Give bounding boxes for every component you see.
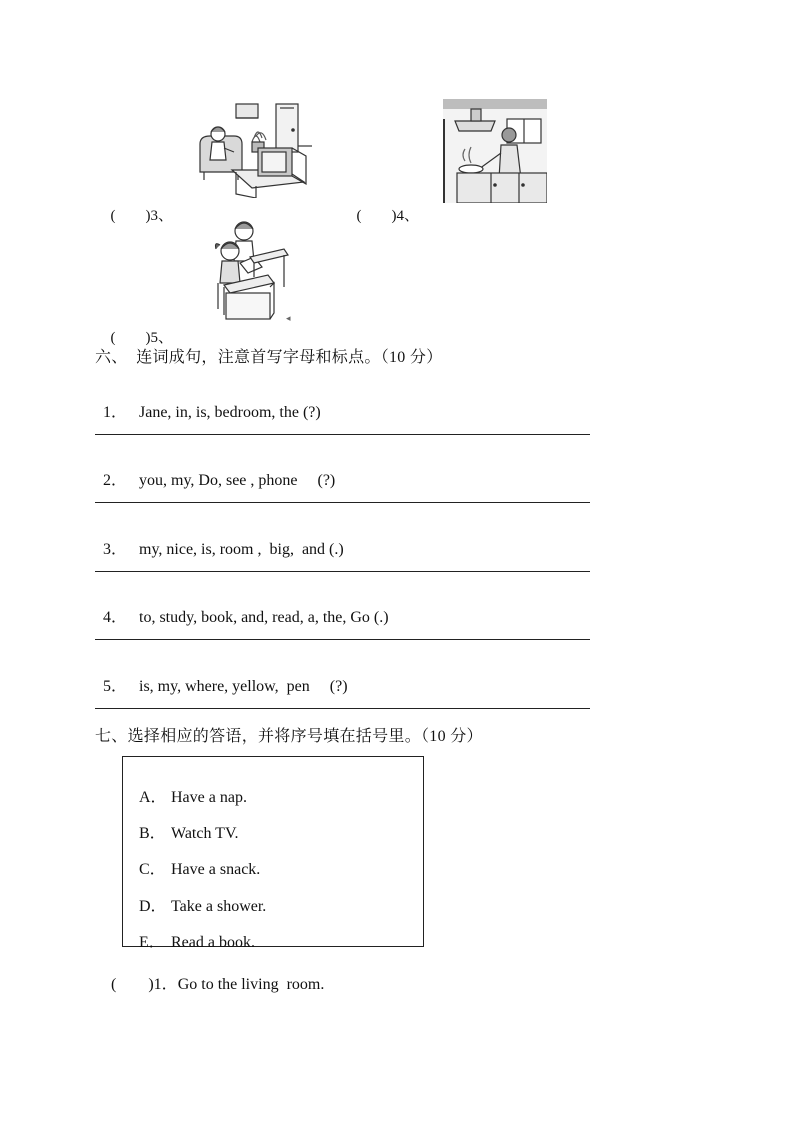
question-text: my, nice, is, room , big, and (.)	[139, 541, 344, 558]
question-text: you, my, Do, see , phone (?)	[139, 472, 336, 489]
question-number: 1．	[153, 976, 178, 993]
answer-paren[interactable]: ( )	[110, 208, 151, 224]
option-text: Watch TV.	[171, 825, 239, 842]
picture-person-cooking	[443, 99, 547, 203]
answer-line-2[interactable]	[95, 502, 590, 503]
question-text: is, my, where, yellow, pen (?)	[139, 678, 348, 695]
picture-boy-watching-tv	[196, 102, 314, 198]
item-number: 3、	[150, 208, 174, 224]
item-number: 4、	[396, 208, 420, 224]
answer-paren[interactable]: ( )	[111, 976, 154, 993]
picture-item-4	[349, 187, 419, 225]
question-6-1	[95, 381, 321, 422]
answer-paren[interactable]: ( )	[356, 208, 397, 224]
question-number: 3．	[103, 541, 128, 558]
option-c	[131, 838, 260, 879]
option-letter: E．	[139, 934, 165, 951]
question-number: 1．	[103, 404, 128, 421]
answer-line-4[interactable]	[95, 639, 590, 640]
picture-item-3	[103, 187, 173, 225]
option-a	[131, 766, 247, 807]
option-text: Read a book.	[171, 934, 255, 951]
option-text: Have a snack.	[171, 861, 261, 878]
option-letter: A．	[139, 789, 167, 806]
answer-line-1[interactable]	[95, 434, 590, 435]
question-6-4	[95, 586, 389, 627]
question-number: 5．	[103, 678, 128, 695]
option-letter: C．	[139, 861, 166, 878]
answer-line-5[interactable]	[95, 708, 590, 709]
option-b	[131, 802, 238, 843]
answer-line-3[interactable]	[95, 571, 590, 572]
small-arrow-mark: ◂	[286, 313, 291, 323]
question-6-2	[95, 449, 335, 490]
item-number: 5、	[150, 330, 174, 346]
option-text: Take a shower.	[171, 898, 267, 915]
picture-item-5	[103, 309, 173, 347]
option-letter: B．	[139, 825, 166, 842]
option-d	[131, 875, 266, 916]
section-6-heading: 六、 连词成句，注意首写字母和标点。（10 分）	[95, 349, 443, 366]
option-text: Have a nap.	[171, 789, 247, 806]
option-letter: D．	[139, 898, 167, 915]
question-text: Jane, in, is, bedroom, the (?)	[139, 404, 321, 421]
section-7-heading: 七、选择相应的答语，并将序号填在括号里。（10 分）	[95, 728, 483, 745]
question-number: 2．	[103, 472, 128, 489]
question-6-3	[95, 518, 344, 559]
picture-children-at-desk	[210, 217, 290, 323]
question-6-5	[95, 655, 348, 696]
question-7-1	[103, 953, 324, 994]
question-text: to, study, book, and, read, a, the, Go (.)	[139, 609, 389, 626]
answer-paren[interactable]: ( )	[110, 330, 151, 346]
question-text: Go to the living room.	[177, 976, 325, 993]
option-e	[131, 911, 255, 952]
question-number: 4．	[103, 609, 128, 626]
